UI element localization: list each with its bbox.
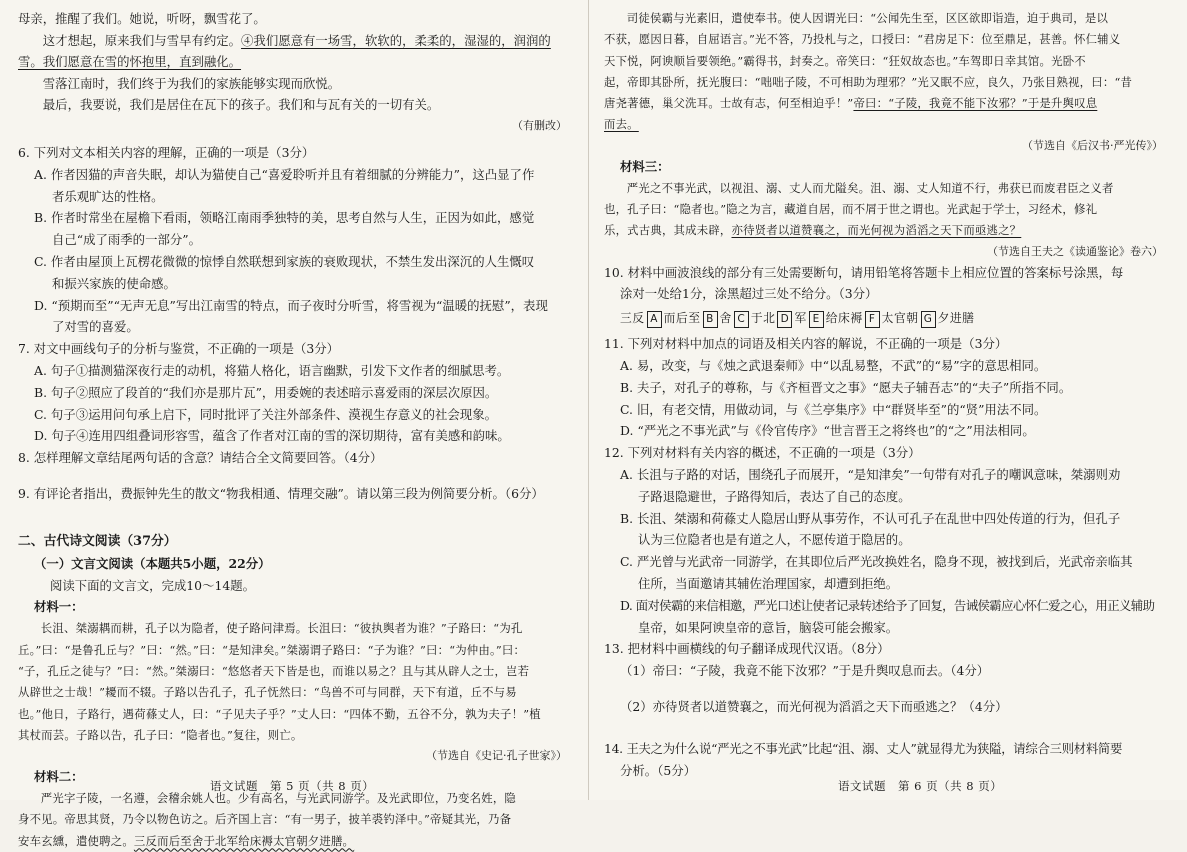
q12-a-line1: A. 长沮与子路的对话，围绕孔子而展开，“是知津矣”一句带有对孔子的嘲讽意味，桀溺则劝 [620,467,1121,483]
poem-line-1: 母亲，推醒了我们。她说，听呀，飘雪花了。 [18,11,266,26]
page-6-footer: 语文试题 第 6 页（共 8 页） [838,779,1003,793]
q10-stem-2: 涂对一处给1分，涂黑超过三处不给分。（3分） [620,286,878,302]
q12-b-line2: 认为三位隐者也是有道之人，不愿传道于隐居的。 [638,532,911,548]
break-segment: 而后至 [663,311,701,326]
mat2-line-text: 安车玄纁，遣使聘之。 [18,833,134,848]
q7-stem: 7. 对文中画线句子的分析与鉴赏，不正确的一项是（3分） [18,341,340,357]
mat2-cont-line: 起，帝即其卧所，抚光腹曰：“咄咄子陵，不可相助为理邪？”光又眠不应，良久，乃张目熟视，曰：“昔 [604,74,1133,89]
q12-stem: 12. 下列对材料有关内容的概述，不正确的一项是（3分） [604,445,921,461]
underlined-sentence-13-1: 帝曰：“子陵，我竟不能下汝邪？”于是升舆叹息 [853,96,1098,111]
q6-option-d [18,295,573,339]
break-box-e[interactable]: E [809,311,824,328]
q10-stem-1: 10. 材料中画波浪线的部分有三处需要断句，请用铅笔将答题卡上相应位置的答案标号涂黑，每 [604,264,1124,280]
page-6 [604,8,1169,798]
break-segment: 舍 [719,311,732,326]
q11-option-a: A. 易，改变，与《烛之武退秦师》中“以乱易整，不武”的“易”字的意思相同。 [620,358,1047,374]
break-segment: 太官朝 [881,311,919,326]
q6-a-line1: A. 作者因猫的声音失眠，却认为猫使自己“喜爱聆听并且有着细腻的分辨能力”，这凸显了作 [34,166,535,182]
q6-b-line2: 自己“成了雨季的一部分”。 [52,232,201,248]
underlined-sentence-13-2: 亦待贤者以道赞襄之，而光何视为滔滔之天下而亟逃之？ [731,223,1022,238]
page-5 [18,8,573,848]
source-note-1: （有删改） [512,118,567,132]
mat3-line: 也，孔子曰：“隐者也。”隐之为言，藏道自居，而不屑于世之谓也。光武起于学士，习经术，修礼 [604,202,1098,217]
q7-option-a: A. 句子①描测猫深夜行走的动机，将猫人格化，语言幽默，引发下文作者的细腻思考。 [34,362,510,378]
material-1-label: 材料一： [34,599,84,615]
poem-line-3 [18,51,573,73]
question-12 [604,442,1169,638]
q12-c-line2: 住所，当面邀请其辅佐治理国家，却遭到拒绝。 [638,576,899,592]
break-box-f[interactable]: F [865,311,880,328]
q6-option-b [18,207,573,251]
page-5-footer: 语文试题 第 5 页（共 8 页） [210,779,375,793]
mat1-line: “子，孔丘之徒与？”曰：“然。”桀溺曰：“悠悠者天下皆是也，而谁以易之？且与其从辟人之士，岂若 [18,663,530,678]
q7-option-b: B. 句子②照应了段首的“我们亦是那片瓦”，用委婉的表述暗示喜爱雨的深层次原因。 [34,384,498,400]
mat1-line: 长沮、桀溺耦而耕，孔子以为隐者，使子路问津焉。长沮曰：“彼执舆者为谁？”子路曰：“为孔 [40,621,523,636]
q6-b-line1: B. 作者时常坐在屋檐下看雨，领略江南雨季独特的美，思考自然与人生，正因为如此，感觉 [34,210,535,226]
q6-a-line2: 者乐观旷达的性格。 [52,188,164,204]
question-9: 9. 有评论者指出，费振钟先生的散文“物我相通、情理交融”。请以第三段为例简要分析。（6分） [18,485,544,501]
break-box-g[interactable]: G [921,311,936,328]
q6-option-a [18,164,573,208]
mat2-cont-line: 司徒侯霸与光素旧，遣使奉书。使人因谓光曰：“公闻先生至，区区欲即诣造，迫于典司，是以 [626,11,1109,25]
material-2-label: 材料二： [34,769,84,785]
q13-sentence-2: （2）亦待贤者以道赞襄之，而光何视为滔滔之天下而亟逃之？（4分） [620,699,1008,715]
sentence-break-options [620,307,1169,329]
mat2-line: 身不见。帝思其贤，乃令以物色访之。后齐国上言：“有一男子，披羊裘钓泽中。”帝疑其光，乃备 [18,812,512,827]
source-note-3: （节选自《后汉书·严光传》） [1022,138,1163,152]
q6-c-line2: 和振兴家族的使命感。 [52,275,176,291]
q12-option-b [604,508,1169,552]
mat2-cont-plain: 唐尧著德，巢父洗耳。士故有志，何至相迫乎！” [604,96,854,111]
q11-stem: 11. 下列对材料中加点的词语及相关内容的解说，不正确的一项是（3分） [604,336,1008,352]
q13-sentence-1: （1）帝曰：“子陵，我竟不能下汝邪？”于是升舆叹息而去。（4分） [620,663,990,679]
page-divider [588,0,589,800]
source-note-2: （节选自《史记·孔子世家》） [426,749,567,763]
mat2-cont-line [604,93,1169,114]
wavy-underlined-sentence: 三反而后至舍于北军给床褥太官朝夕进膳。 [133,833,355,848]
break-box-a[interactable]: A [647,311,662,328]
poem-line-4: 雪落江南时，我们终于为我们的家族能够实现而欣悦。 [42,75,341,91]
material-1-text [18,618,573,746]
material-2-text [18,788,573,852]
q11-option-c: C. 旧，有老交情，用做动词，与《兰亭集序》中“群贤毕至”的“贤”用法不同。 [620,401,1047,417]
question-11 [604,333,1169,442]
mat3-line-text: 乐，式古典，其成未辟， [604,223,732,238]
q12-option-d [604,595,1169,639]
mat1-line: 其杖而芸。子路以告，孔子曰：“隐者也。”复往，则亡。 [18,727,303,742]
poem-line-2 [18,30,573,52]
mat1-line: 丘。”曰：“是鲁孔丘与？”曰：“然。”曰：“是知津矣。”桀溺谓子路曰：“子为谁？”曰：“为仲由。”曰： [18,642,526,657]
q12-option-a [604,464,1169,508]
break-box-d[interactable]: D [777,311,792,328]
subsection-heading: （一）文言文阅读（本题共5小题，22分） [34,555,271,571]
question-8: 8. 怎样理解文章结尾两句话的含意？请结合全文简要回答。（4分） [18,450,383,466]
q11-option-b: B. 夫子，对孔子的尊称，与《齐桓晋文之事》“愿夫子辅吾志”的“夫子”所指不同。 [620,379,1072,395]
q12-d-line2: 皇帝，如果阿谀皇帝的意旨，脑袋可能会搬家。 [638,619,899,635]
q12-d-line1: D. 面对侯霸的来信相邀，严光口述让使者记录转述给予了回复，告诫侯霸应心怀仁爱之心，用正义辅助 [620,597,1155,613]
poem-line-3-text: 雪。我们愿意在雪的怀抱里，直到融化。 [18,54,242,70]
question-10 [604,262,1169,330]
q12-a-line2: 子路退隐避世，子路得知后，表达了自己的态度。 [638,488,911,504]
material-3-text [604,178,1169,242]
mat2-line: 严光字子陵，一名遵，会稽余姚人也。少有高名，与光武同游学。及光武即位，乃变名姓，隐 [40,791,517,806]
underlined-sentence-13-1-end: 而去。 [604,117,639,132]
material-3-label: 材料三： [620,158,670,174]
q7-option-d: D. 句子④连用四组叠词形容雪，蕴含了作者对江南的雪的深切期待，富有美感和韵味。 [34,428,510,444]
question-13 [604,638,1169,717]
mat1-line: 也。”他日，子路行，遇荷蓧丈人，曰：“子见夫子乎？”丈人曰：“四体不勤，五谷不分，孰为夫子！”植 [18,706,541,721]
mat2-cont-line: 天下悦，阿谀顺旨要领绝。”霸得书，封奏之。帝笑曰：“狂奴故态也。”车驾即日幸其馆。光卧不 [604,53,1086,68]
q6-d-line1: D. “预期而至”“无声无息”写出江南雪的特点，而子夜时分听雪，将雪视为“温暖的抚慰”，表现 [34,297,548,313]
break-box-c[interactable]: C [734,311,749,328]
mat1-line: 从辟世之士哉！”耰而不辍。子路以告孔子，孔子怃然曰：“鸟兽不可与同群，天下有道，丘不与易 [18,685,517,700]
q12-c-line1: C. 严光曾与光武帝一同游学，在其即位后严光改换姓名，隐身不现，被找到后，光武帝亲临其 [620,554,1133,570]
mat2-cont-line [604,114,1169,135]
q13-stem: 13. 把材料中画横线的句子翻译成现代汉语。（8分） [604,641,890,657]
mat3-line: 严光之不事光武，以视沮、溺、丈人而尤隘矣。沮、溺、丈人知道不行，弗获已而废君臣之义者 [626,180,1114,195]
break-segment: 给床褥 [825,311,863,326]
break-segment: 三反 [620,311,645,326]
poem-line-5: 最后，我要说，我们是居住在瓦下的孩子。我们和与瓦有关的一切有关。 [42,97,440,113]
q6-stem: 6. 下列对文本相关内容的理解，正确的一项是（3分） [18,144,315,160]
question-6 [18,142,573,338]
mat2-line [18,831,573,852]
q7-option-c: C. 句子③运用问句承上启下，同时批评了关注外部条件、漠视生存意义的社会现象。 [34,406,497,422]
mat3-line [604,220,1169,241]
q6-c-line1: C. 作者由屋顶上瓦楞花微微的惊悸自然联想到家族的衰败现状，不禁生发出深沉的人生慨叹 [34,253,535,269]
question-14 [604,738,1169,782]
break-box-b[interactable]: B [703,311,718,328]
reading-instruction: 阅读下面的文言文，完成10～14题。 [50,577,256,593]
underlined-sentence-4: ④我们愿意有一场雪，软软的，柔柔的，湿湿的，润润的 [241,32,551,48]
break-segment: 于北 [750,311,776,326]
q12-option-c [604,551,1169,595]
q11-option-d: D. “严光之不事光武”与《伶官传序》“世言晋王之将终也”的“之”用法相同。 [620,423,1035,439]
q14-stem-1: 14. 王夫之为什么说“严光之不事光武”比起“沮、溺、丈人”就显得尤为狭隘，请综合三则材料简要 [604,740,1123,756]
material-2-continued [604,8,1169,136]
mat2-cont-line: 不获，愿因日暮，自屈语言。”光不答，乃投札与之，口授曰：“君房足下：位至鼎足，甚善。怀仁辅义 [604,32,1121,47]
poem-line-2-text: 这才想起，原来我们与雪早有约定。 [42,32,242,48]
q6-d-line2: 了对雪的喜爱。 [52,319,139,335]
section-heading-2: 二、古代诗文阅读（37分） [18,533,177,549]
break-segment: 夕进膳 [937,311,975,326]
break-segment: 军 [794,311,807,326]
q12-b-line1: B. 长沮、桀溺和荷蓧丈人隐居山野从事劳作，不认可孔子在乱世中四处传道的行为，但孔子 [620,510,1121,526]
question-7 [18,338,573,447]
source-note-4: （节选自王夫之《读通鉴论》卷六） [987,244,1163,258]
q6-option-c [18,251,573,295]
q14-stem-2: 分析。（5分） [620,762,697,778]
